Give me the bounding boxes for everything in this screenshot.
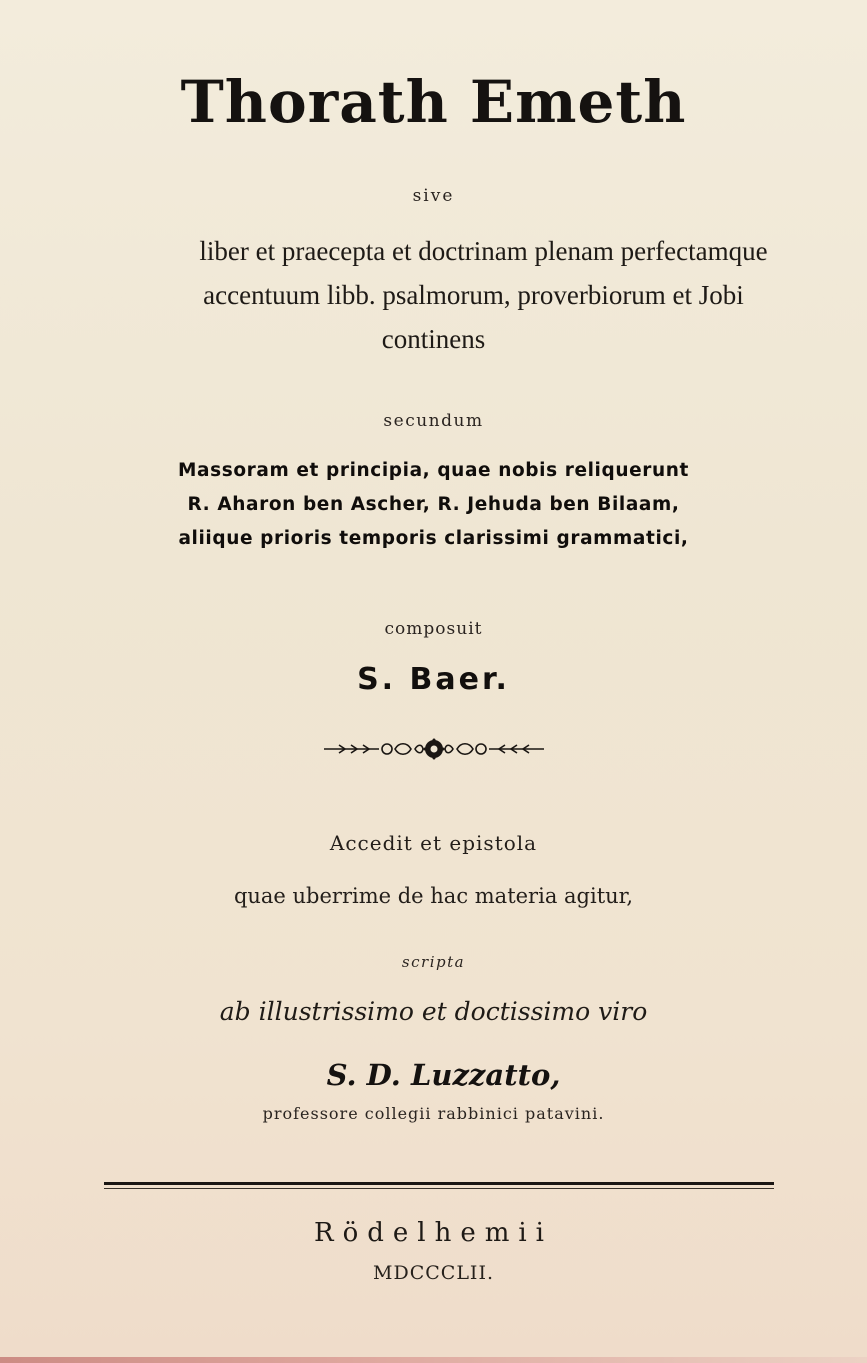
composuit-label: composuit: [384, 619, 483, 639]
description-line-3: continens: [381, 324, 486, 354]
professor-line: professore collegii rabbinici patavini.: [262, 1104, 605, 1123]
publication-year: MDCCCLII.: [373, 1262, 494, 1284]
scripta-label: scripta: [401, 953, 466, 971]
divider-thick: [104, 1182, 774, 1185]
book-title: Thorath Emeth: [180, 68, 687, 136]
floral-ornament-icon: [0, 736, 867, 762]
quae-line: quae uberrime de hac materia agitur,: [233, 884, 634, 908]
accedit-line: Accedit et epistola: [329, 831, 538, 855]
ab-line: ab illustrissimo et doctissimo viro: [219, 997, 648, 1026]
description-line-1: liber et praecepta et doctrinam plenam perfectamque: [199, 236, 768, 266]
secundum-label: secundum: [383, 411, 484, 431]
sources-line-1: Massoram et principia, quae nobis reliquerunt: [178, 460, 689, 481]
publication-place: Rödelhemii: [314, 1218, 553, 1248]
author-name: S. Baer.: [357, 662, 510, 697]
divider-thin: [104, 1188, 774, 1189]
sive-label: sive: [412, 186, 455, 206]
description-line-2: accentuum libb. psalmorum, proverbiorum et Jobi: [203, 280, 744, 310]
luzzatto-name: S. D. Luzzatto,: [326, 1058, 561, 1092]
sources-line-3: aliique prioris temporis clarissimi grammatici,: [178, 528, 689, 549]
sources-line-2: R. Aharon ben Ascher, R. Jehuda ben Bilaam,: [187, 494, 680, 515]
page-edge: [0, 1357, 867, 1363]
